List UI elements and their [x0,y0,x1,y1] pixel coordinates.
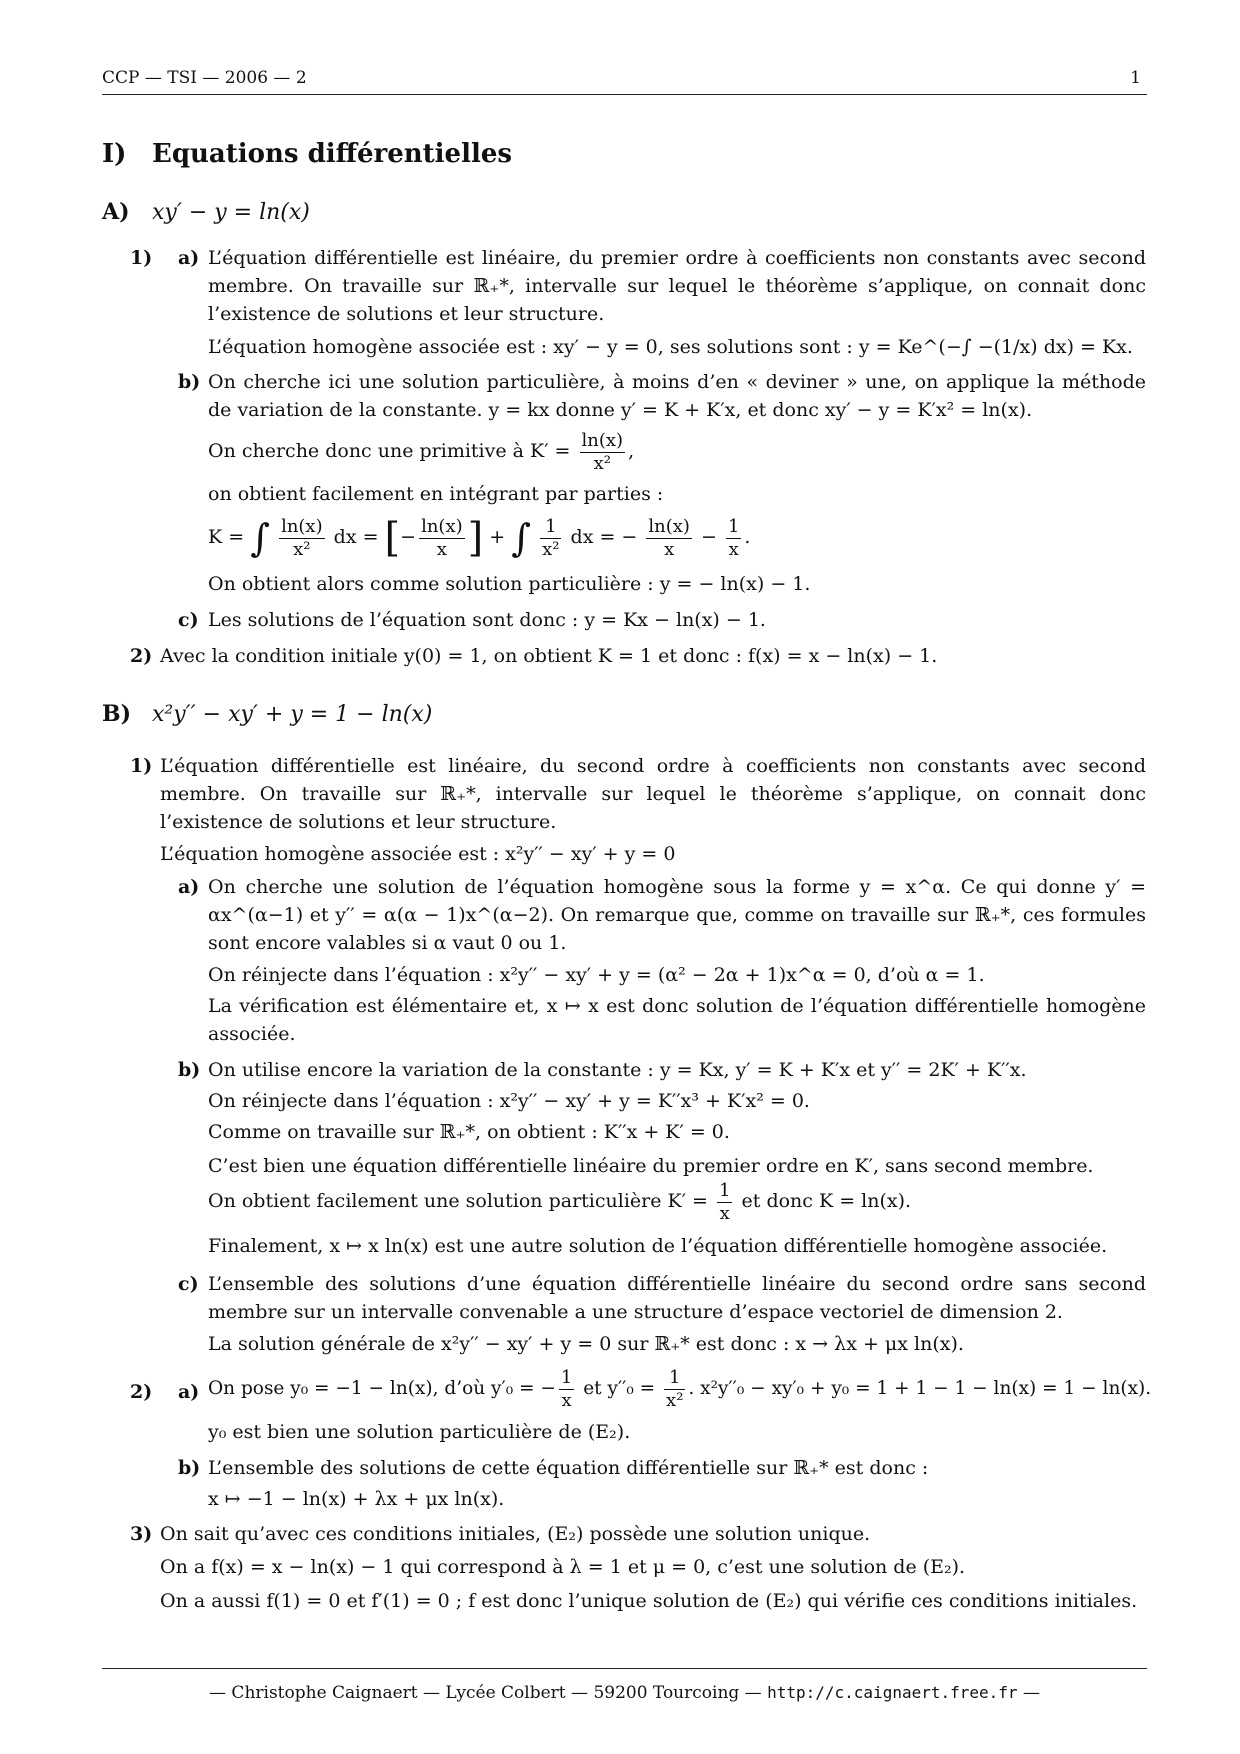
subsection-b-number: B) [102,701,132,727]
bracket-left: [ [384,515,401,561]
calc-fraction-5 [726,516,741,561]
b-q1b-fraction [717,1180,732,1225]
integral-sign: ∫ [511,516,532,560]
b-q1b-line6: Finalement, x ↦ x ln(x) est une autre solution de l’équation différentielle homogène associée. [208,1235,1108,1257]
section-title [102,140,512,168]
b-q1b-line3: Comme on travaille sur ℝ₊*, on obtient : K′′x + K′ = 0. [208,1121,730,1143]
calc-minus-2: − [700,526,717,548]
fraction-denominator: x [719,1202,730,1224]
a-q1b-primitive-fraction [580,430,626,475]
section-title-text: Equations différentielles [152,139,513,169]
fraction-denominator: x² [542,538,560,560]
b-q2b-label: b) [178,1457,201,1479]
b-q1b-line5-lead: On obtient facilement une solution particulière K′ = [208,1190,708,1212]
fraction-numerator: 1 [540,516,561,539]
b-q1b-line5-end: et donc K = ln(x). [741,1190,912,1212]
page-header [102,66,1147,95]
a-q1b-label: b) [178,371,201,393]
b-q1b-line4: C’est bien une équation différentielle linéaire du premier ordre en K′, sans second membre. [208,1155,1094,1177]
b-q1b-line2: On réinjecte dans l’équation : x²y′′ − xy′ + y = K′′x³ + K′x² = 0. [208,1090,810,1112]
a-q2-text: Avec la condition initiale y(0) = 1, on obtient K = 1 et donc : f(x) = x − ln(x) − 1. [160,645,938,667]
b-q2a-mid: et y′′₀ = [583,1378,656,1399]
b-q1a-verification: La vérification est élémentaire et, x ↦ x est donc solution de l’équation différentielle homogène associée. [208,995,1146,1045]
b-q2b-line1: L’ensemble des solutions de cette équation différentielle sur ℝ₊* est donc : [208,1457,929,1479]
b-q2a-lead: On pose y₀ = −1 − ln(x), d’où y′₀ = − [208,1378,556,1399]
fraction-numerator: 1 [560,1366,573,1388]
integral-sign: ∫ [250,516,271,560]
calc-end: . [744,526,751,548]
a-q1b-calculation [208,512,750,563]
fraction-numerator: ln(x) [648,515,690,537]
calc-fraction-3 [540,516,561,561]
b-q3-number: 3) [130,1523,153,1545]
calc-plus: + [489,526,506,548]
fraction-numerator: ln(x) [581,429,624,451]
fraction-denominator: x [664,538,675,560]
a-q1c-text: Les solutions de l’équation sont donc : y = Kx − ln(x) − 1. [208,609,766,631]
b-q2a-line1 [208,1366,1151,1412]
footer-end: — [1022,1683,1040,1703]
b-q1b-label: b) [178,1059,201,1081]
a-q1b-text: On cherche ici une solution particulière, à moins d’en « deviner » une, on applique la méthode de variation de la constante. y = kx donne y′ = K + K′x, et donc xy′ − y = K′x² = ln(x). [208,371,1146,421]
a-q1b-primitive-line [208,428,634,475]
footer-url[interactable]: http://c.caignaert.free.fr [767,1683,1018,1702]
b-q1a-inject: On réinjecte dans l’équation : x²y′′ − xy′ + y = (α² − 2α + 1)x^α = 0, d’où α = 1. [208,964,985,986]
fraction-denominator: x [436,538,447,560]
fraction-denominator: x² [293,538,311,560]
b-q1a-label: a) [178,876,200,898]
calc-fraction-2 [419,516,465,561]
b-q1-text: L’équation différentielle est linéaire, du second ordre à coefficients non constants avec second membre. On travaille sur ℝ₊*, intervalle sur lequel le théorème s’applique, on connait donc l’existence de solutions et leur structure. [160,755,1146,833]
fraction-denominator: x² [593,452,611,474]
subsection-a-equation: xy′ − y = ln(x) [152,200,310,225]
a-q1b-primitive-end: , [628,440,635,462]
section-number: I) [102,139,127,169]
a-q1b-ipp: on obtient facilement en intégrant par parties : [208,483,664,505]
a-q2-number: 2) [130,645,153,667]
b-q1b-line5 [208,1178,911,1225]
fraction-numerator: 1 [727,515,740,537]
calc-minus: − [400,526,417,548]
b-q1-homogeneous: L’équation homogène associée est : x²y′′ − xy′ + y = 0 [160,843,676,865]
b-q2b-line2: x ↦ −1 − ln(x) + λx + μx ln(x). [208,1488,505,1510]
fraction-denominator: x [561,1389,572,1411]
fraction-numerator: ln(x) [281,515,323,537]
calc-fraction-4 [646,516,692,561]
b-q2a-line2: y₀ est bien une solution particulière de (E₂). [208,1421,631,1443]
page-number: 1 [1130,68,1141,88]
b-q3-line3: On a aussi f(1) = 0 et f′(1) = 0 ; f est donc l’unique solution de (E₂) qui vérifie ces conditions initiales. [160,1590,1138,1612]
b-q1a-text: On cherche une solution de l’équation homogène sous la forme y = x^α. Ce qui donne y′ = αx^(α−1) et y′′ = α(α − 1)x^(α−2). On remarque que, comme on travaille sur ℝ₊*, ces formules sont encore valables si α vaut 0 ou 1. [208,876,1146,954]
b-q1c-general: La solution générale de x²y′′ − xy′ + y = 0 sur ℝ₊* est donc : x → λx + μx ln(x). [208,1333,964,1355]
subsection-a-number: A) [102,199,130,225]
calc-fraction-1 [279,516,325,561]
b-q2a-fraction-1 [559,1367,574,1412]
b-q1-number: 1) [130,755,153,777]
a-q1b-primitive-lead: On cherche donc une primitive à K′ = [208,440,571,462]
fraction-denominator: x² [666,1389,684,1411]
a-q1a-label: a) [178,247,200,269]
page-footer [102,1668,1147,1703]
subsection-a-title [102,198,310,227]
calc-dx-1: dx = [333,526,379,548]
footer-text: — Christophe Caignaert — Lycée Colbert — 59200 Tourcoing — [209,1683,762,1703]
a-q1a-homogeneous: L’équation homogène associée est : xy′ − y = 0, ses solutions sont : y = Ke^(−∫ −(1/x) dx) = Kx. [208,336,1133,358]
fraction-denominator: x [728,538,739,560]
b-q2a-fraction-2 [664,1367,685,1412]
a-q1b-result: On obtient alors comme solution particulière : y = − ln(x) − 1. [208,573,811,595]
header-left: CCP — TSI — 2006 — 2 [102,68,307,88]
a-q1a-text: L’équation différentielle est linéaire, du premier ordre à coefficients non constants avec second membre. On travaille sur ℝ₊*, intervalle sur lequel le théorème s’applique, on connait donc l’existence de solutions et leur structure. [208,247,1146,325]
b-q2-number: 2) [130,1381,153,1403]
b-q3-line2: On a f(x) = x − ln(x) − 1 qui correspond à λ = 1 et μ = 0, c’est une solution de (E₂). [160,1556,966,1578]
calc-dx-2: dx = − [570,526,638,548]
b-q2a-label: a) [178,1381,200,1403]
subsection-b-title [102,700,432,729]
b-q3-line1: On sait qu’avec ces conditions initiales, (E₂) possède une solution unique. [160,1523,871,1545]
b-q1c-text: L’ensemble des solutions d’une équation différentielle linéaire du second ordre sans second membre sur un intervalle convenable a une structure d’espace vectoriel de dimension 2. [208,1273,1146,1323]
bracket-right: ] [467,515,484,561]
a-q1-number: 1) [130,247,153,269]
fraction-numerator: 1 [719,1179,731,1201]
fraction-numerator: 1 [664,1367,685,1390]
b-q2a-tail: . x²y′′₀ − xy′₀ + y₀ = 1 + 1 − 1 − ln(x) = 1 − ln(x). [688,1378,1152,1399]
subsection-b-equation: x²y′′ − xy′ + y = 1 − ln(x) [152,702,433,727]
fraction-numerator: ln(x) [421,515,463,537]
b-q1c-label: c) [178,1273,199,1295]
a-q1c-label: c) [178,609,199,631]
b-q1b-line1: On utilise encore la variation de la constante : y = Kx, y′ = K + K′x et y′′ = 2K′ + K′′x. [208,1059,1027,1081]
calc-k-equals: K = [208,526,245,548]
